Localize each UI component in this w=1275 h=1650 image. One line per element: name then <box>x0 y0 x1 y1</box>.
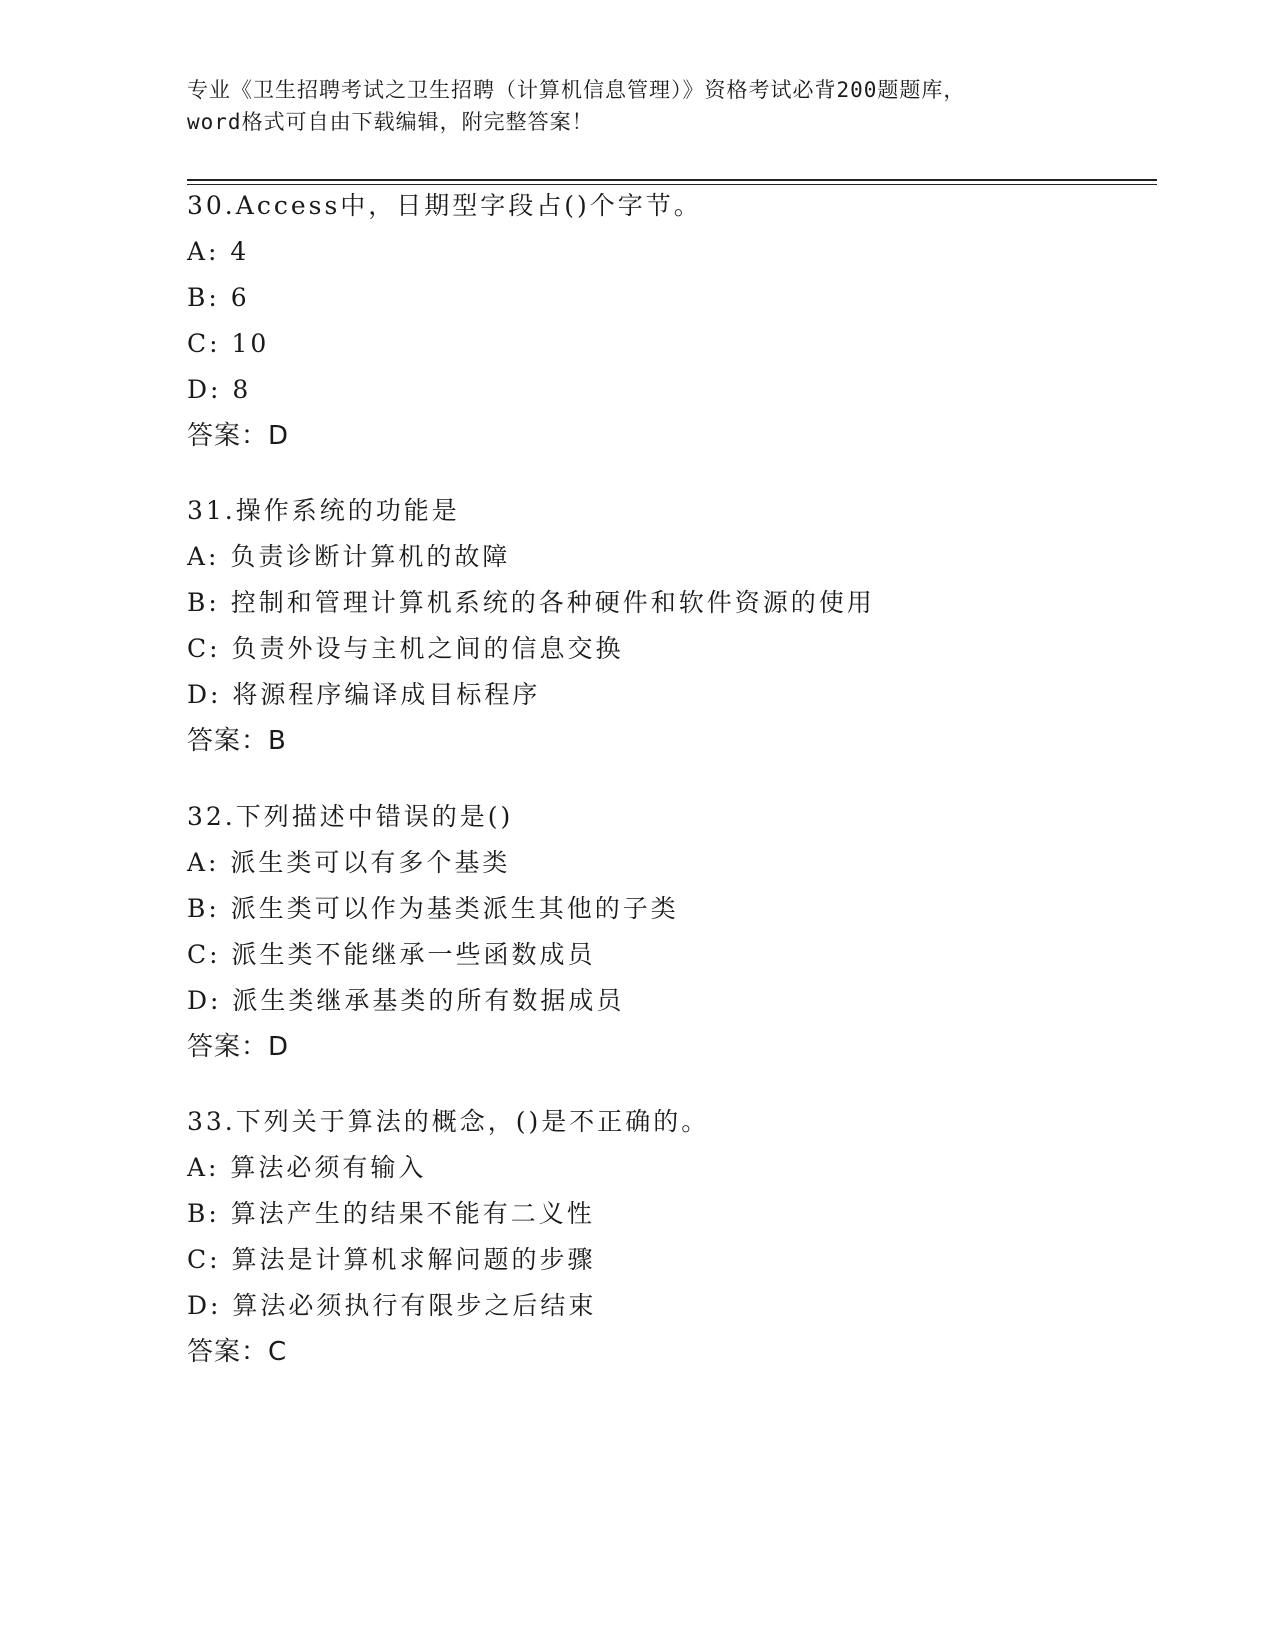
option-a: A: 4 <box>187 237 250 266</box>
option-c: C: 派生类不能继承一些函数成员 <box>187 940 596 969</box>
document-header <box>187 74 1087 138</box>
question-stem: 32.下列描述中错误的是() <box>187 802 514 831</box>
header-divider-thick <box>187 179 1157 181</box>
question-stem: 31.操作系统的功能是 <box>187 496 460 525</box>
answer-label: 答案：B <box>187 726 287 756</box>
question-33 <box>187 1099 1157 1375</box>
header-line-2: word格式可自由下载编辑，附完整答案！ <box>187 110 594 134</box>
option-b: B: 算法产生的结果不能有二义性 <box>187 1199 595 1228</box>
option-d: D: 派生类继承基类的所有数据成员 <box>187 986 625 1015</box>
question-30 <box>187 183 1157 459</box>
option-b: B: 6 <box>187 283 250 312</box>
option-d: D: 将源程序编译成目标程序 <box>187 680 541 709</box>
option-d: D: 8 <box>187 375 252 404</box>
option-a: A: 派生类可以有多个基类 <box>187 848 511 877</box>
question-stem: 30.Access中，日期型字段占()个字节。 <box>187 191 702 220</box>
option-a: A: 算法必须有输入 <box>187 1153 427 1182</box>
option-c: C: 负责外设与主机之间的信息交换 <box>187 634 624 663</box>
option-c: C: 算法是计算机求解问题的步骤 <box>187 1245 596 1274</box>
header-line-1: 专业《卫生招聘考试之卫生招聘（计算机信息管理）》资格考试必背200题题库， <box>187 78 966 102</box>
answer-label: 答案：D <box>187 1032 290 1062</box>
question-stem: 33.下列关于算法的概念，()是不正确的。 <box>187 1107 710 1136</box>
answer-label: 答案：C <box>187 1337 288 1367</box>
option-d: D: 算法必须执行有限步之后结束 <box>187 1291 597 1320</box>
option-c: C: 10 <box>187 329 270 358</box>
answer-label: 答案：D <box>187 421 290 451</box>
question-32 <box>187 794 1157 1070</box>
option-b: B: 派生类可以作为基类派生其他的子类 <box>187 894 679 923</box>
option-b: B: 控制和管理计算机系统的各种硬件和软件资源的使用 <box>187 588 875 617</box>
question-31 <box>187 488 1157 764</box>
option-a: A: 负责诊断计算机的故障 <box>187 542 511 571</box>
